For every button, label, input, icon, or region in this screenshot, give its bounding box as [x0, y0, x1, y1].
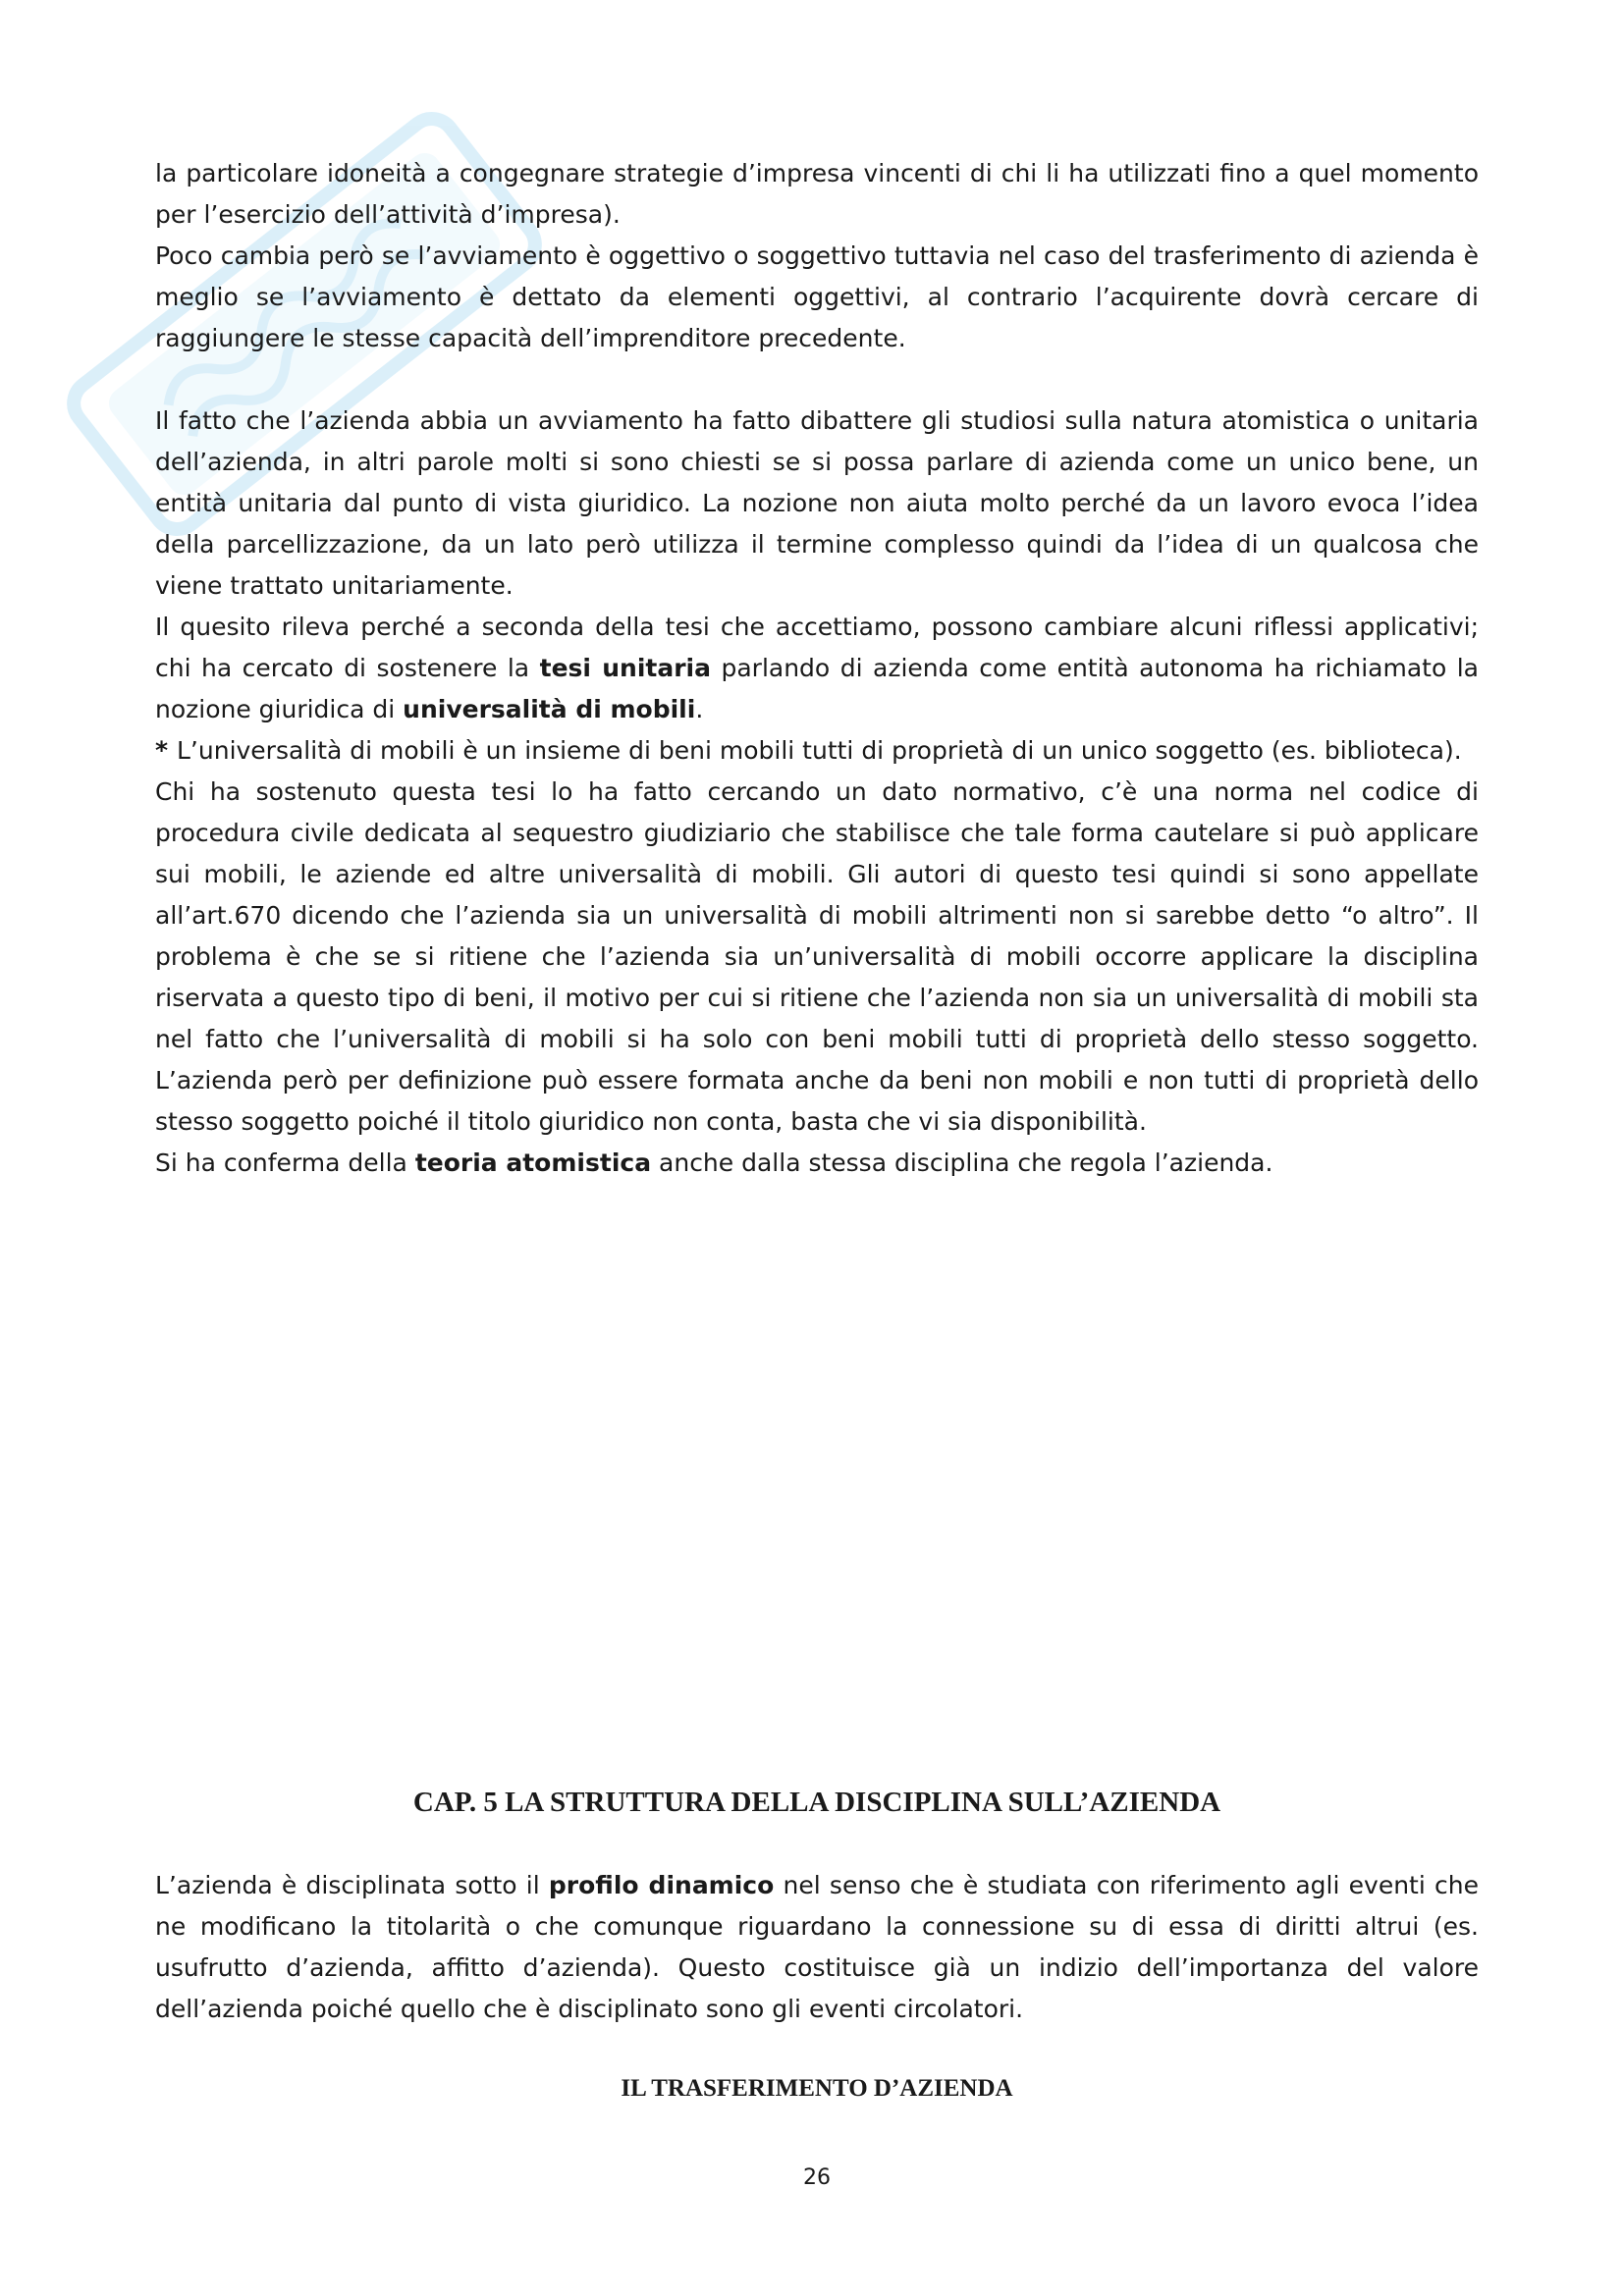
note-marker: * — [155, 736, 169, 765]
paragraph-1 — [155, 153, 1479, 236]
text-segment: Poco cambia però se l’avviamento è oggettivo o soggettivo tuttavia nel caso del trasferimento di azienda è meglio se l’avviamento è dettato da elementi oggettivi, al contrario l’acquirente dovrà cercare di raggiungere le stesse capacità dell’imprenditore precedente. — [155, 241, 1479, 352]
page-number: 26 — [803, 2165, 831, 2190]
text-segment: . — [695, 695, 704, 723]
text-segment: Il fatto che l’azienda abbia un avviamento ha fatto dibattere gli studiosi sulla natura atomistica o unitaria dell’azienda, in altri parole molti si sono chiesti se si possa parlare di azienda come un unico bene, un entità unitaria dal punto di vista giuridico. La nozione non aiuta molto perché da un lavoro evoca l’idea della parcellizzazione, da un lato però utilizza il termine complesso quindi da l’idea di un qualcosa che viene trattato unitariamente. — [155, 406, 1479, 600]
page-body-chapter — [155, 1865, 1479, 2030]
text-segment: parlando di azienda come entità autonoma ha richiamato la nozione giuridica di — [155, 654, 1479, 723]
page-body-top — [155, 153, 1479, 1184]
text-segment: Chi ha sostenuto questa tesi lo ha fatto cercando un dato normativo, c’è una norma nel codice di procedura civile dedicata al sequestro giudiziario che stabilisce che tale forma cautelare si può applicare sui mobili, le aziende ed altre universalità di mobili. Gli autori di questo tesi quindi si sono appellate all’art.670 dicendo che l’azienda sia un universalità di mobili altrimenti non si sarebbe detto “o altro”. Il problema è che se si ritiene che l’azienda sia un’universalità di mobili occorre applicare la disciplina riservata a questo tipo di beni, il motivo per cui si ritiene che l’azienda non sia un universalità di mobili sta nel fatto che l’universalità di mobili si ha solo con beni mobili tutti di proprietà dello stesso soggetto. L’azienda però per definizione può essere formata anche da beni non mobili e non tutti di proprietà dello stesso soggetto poiché il titolo giuridico non conta, basta che vi sia disponibilità. — [155, 777, 1479, 1136]
chapter-paragraph — [155, 1865, 1479, 2030]
paragraph-2 — [155, 236, 1479, 359]
footnote-universalita — [155, 730, 1479, 772]
text-segment: la particolare idoneità a congegnare strategie d’impresa vincenti di chi li ha utilizzati fino a quel momento per l’esercizio dell’attività d’impresa). — [155, 159, 1479, 229]
paragraph-5 — [155, 772, 1479, 1143]
bold-keyword: teoria atomistica — [414, 1148, 652, 1177]
text-segment: nel senso che è studiata con riferimento agli eventi che ne modificano la titolarità o che comunque riguardano la connessione su di essa di diritti altrui (es. usufrutto d’azienda, affitto d’azienda). Questo costituisce già un indizio dell’importanza del valore dell’azienda poiché quello che è disciplinato sono gli eventi circolatori. — [155, 1871, 1479, 2023]
bold-keyword: tesi unitaria — [539, 654, 711, 682]
paragraph-4 — [155, 607, 1479, 730]
note-text: L’universalità di mobili è un insieme di beni mobili tutti di proprietà di un unico soggetto (es. biblioteca). — [177, 736, 1462, 765]
chapter-title: CAP. 5 LA STRUTTURA DELLA DISCIPLINA SULL’AZIENDA — [412, 1787, 1221, 1818]
section-title: IL TRASFERIMENTO D’AZIENDA — [621, 2075, 1013, 2102]
text-segment: Il quesito rileva perché a seconda della tesi che accettiamo, possono cambiare alcuni riflessi applicativi; chi ha cercato di sostenere la — [155, 613, 1479, 682]
text-segment: L’azienda è disciplinata sotto il — [155, 1871, 549, 1899]
paragraph-3 — [155, 400, 1479, 607]
bold-keyword: universalità di mobili — [403, 695, 696, 723]
text-segment: anche dalla stessa disciplina che regola l’azienda. — [651, 1148, 1273, 1177]
text-segment: Si ha conferma della — [155, 1148, 415, 1177]
paragraph-6 — [155, 1143, 1479, 1184]
bold-keyword: profilo dinamico — [548, 1871, 775, 1899]
